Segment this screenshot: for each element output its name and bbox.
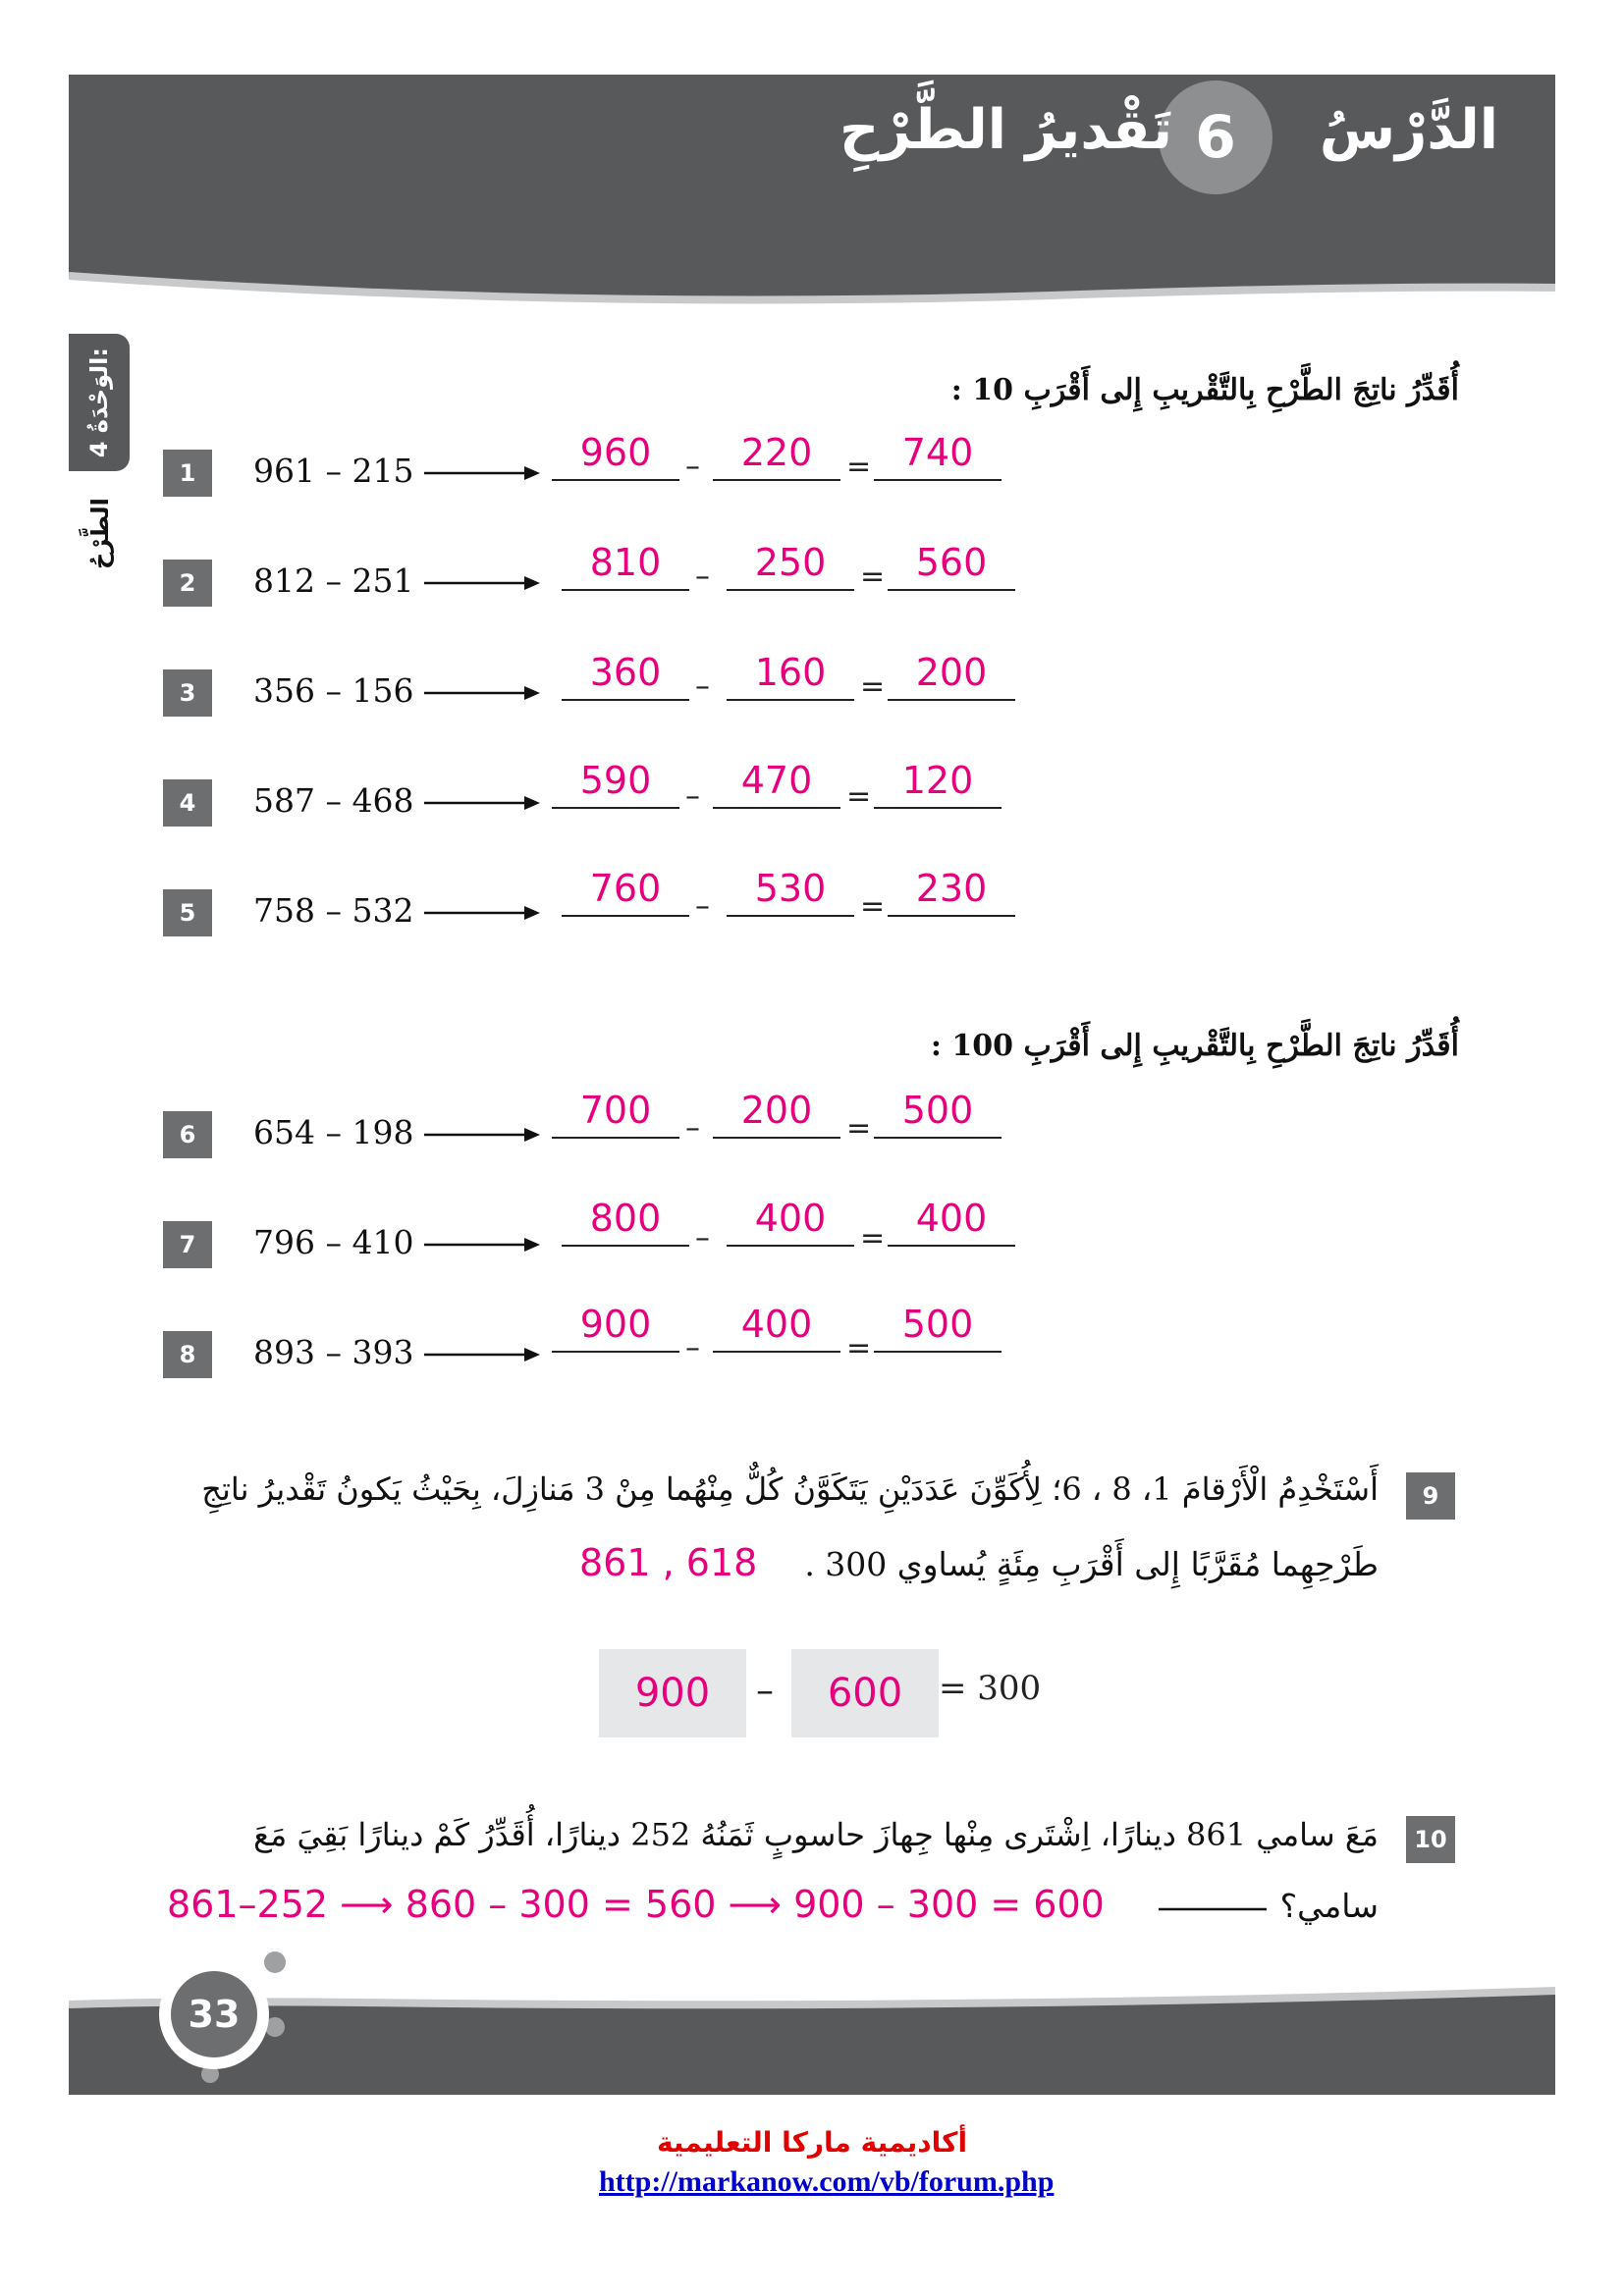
arrow-icon [424, 1123, 540, 1147]
question-number-2: 2 [163, 560, 212, 607]
question-number-10: 10 [1406, 1816, 1455, 1863]
minus-sign: – [685, 1111, 700, 1146]
unit-label: الوَحْدَةُ 4: [85, 347, 113, 458]
q9-answer-box-1: 900 [599, 1649, 746, 1737]
arrow-icon [424, 461, 540, 485]
answer-rounded-a-7: 800 [562, 1196, 689, 1247]
q9-minus-sign: – [756, 1671, 774, 1711]
expression-4: 587 – 468 [253, 781, 414, 820]
answer-result-3: 200 [888, 650, 1015, 701]
page-number: 33 [171, 1971, 257, 2057]
answer-rounded-a-5: 760 [562, 866, 689, 917]
equals-sign: = [846, 1111, 872, 1146]
answer-result-6: 500 [874, 1088, 1001, 1139]
unit-title: الطَّرْحُ [86, 498, 114, 569]
lesson-label: الدَّرْسُ [1319, 98, 1498, 162]
question-number-4: 4 [163, 779, 212, 827]
answer-result-7: 400 [888, 1196, 1015, 1247]
answer-rounded-b-4: 470 [713, 758, 840, 809]
arrow-icon [424, 1343, 540, 1366]
equals-sign: = [846, 450, 872, 484]
expression-7: 796 – 410 [253, 1223, 414, 1261]
answer-result-8: 500 [874, 1302, 1001, 1353]
answer-rounded-a-2: 810 [562, 540, 689, 591]
question-number-9: 9 [1406, 1472, 1455, 1520]
arrow-icon [424, 681, 540, 705]
equals-sign: = [860, 1221, 886, 1255]
q9-text-line1: أَسْتَخْدِمُ الْأَرْقامَ 1، 8 ، 6؛ لِأُكَوِّنَ عَدَدَيْنِ يَتَكَوَّنُ كُلٌّ مِنْهُما مِنْ 3 مَنازِلَ، بِحَيْثُ يَكونُ تَقْديرُ ناتِجِ [201, 1470, 1379, 1508]
answer-rounded-b-8: 400 [713, 1302, 840, 1353]
expression-1: 961 – 215 [253, 452, 414, 490]
expression-6: 654 – 198 [253, 1113, 414, 1151]
expression-8: 893 – 393 [253, 1333, 414, 1371]
question-number-5: 5 [163, 889, 212, 936]
question-number-3: 3 [163, 669, 212, 717]
academy-name: أكاديمية ماركا التعليمية [656, 2126, 968, 2159]
answer-rounded-b-1: 220 [713, 430, 840, 481]
minus-sign: – [685, 779, 700, 814]
arrow-icon [424, 791, 540, 815]
equals-sign: = [860, 669, 886, 704]
minus-sign: – [695, 1221, 710, 1255]
q10-text-line1: مَعَ سامي 861 دينارًا، اِشْتَرى مِنْها جِهازَ حاسوبٍ ثَمَنُهُ 252 دينارًا، أُقَدِّرُ كَمْ دينارًا بَقِيَ مَعَ [253, 1816, 1379, 1853]
arrow-icon [424, 901, 540, 925]
q9-answer-box-2: 600 [791, 1649, 939, 1737]
q10-answer-work: 861–252 ⟶ 860 – 300 = 560 ⟶ 900 – 300 = 600 [167, 1883, 1105, 1926]
section2-instruction: أُقَدِّرُ ناتِجَ الطَّرْحِ بِالتَّقْريبِ إِلى أَقْرَبِ 100 : [930, 1029, 1459, 1063]
q10-text-line2: سامي؟ [1279, 1887, 1379, 1925]
answer-line [1159, 1906, 1267, 1912]
answer-result-2: 560 [888, 540, 1015, 591]
expression-3: 356 – 156 [253, 671, 414, 710]
header-wave-decoration [69, 266, 1555, 316]
minus-sign: – [685, 450, 700, 484]
expression-5: 758 – 532 [253, 891, 414, 930]
answer-rounded-a-6: 700 [552, 1088, 679, 1139]
minus-sign: – [695, 889, 710, 924]
minus-sign: – [695, 669, 710, 704]
answer-rounded-b-5: 530 [727, 866, 854, 917]
question-number-6: 6 [163, 1111, 212, 1158]
section1-instruction: أُقَدِّرُ ناتِجَ الطَّرْحِ بِالتَّقْريبِ إِلى أَقْرَبِ 10 : [950, 373, 1459, 407]
expression-2: 812 – 251 [253, 561, 414, 600]
answer-rounded-a-3: 360 [562, 650, 689, 701]
minus-sign: – [695, 560, 710, 594]
equals-sign: = [846, 1331, 872, 1365]
question-number-8: 8 [163, 1331, 212, 1378]
q9-answer-numbers: 861 , 618 [579, 1541, 758, 1584]
unit-title-vertical [81, 481, 120, 569]
forum-link[interactable]: http://markanow.com/vb/forum.php [599, 2165, 1055, 2198]
equals-sign: = [860, 560, 886, 594]
lesson-number-badge: 6 [1159, 80, 1272, 194]
answer-rounded-a-1: 960 [552, 430, 679, 481]
answer-rounded-b-2: 250 [727, 540, 854, 591]
question-number-7: 7 [163, 1221, 212, 1268]
minus-sign: – [685, 1331, 700, 1365]
answer-result-5: 230 [888, 866, 1015, 917]
answer-rounded-b-7: 400 [727, 1196, 854, 1247]
q9-result: = 300 [939, 1669, 1042, 1708]
answer-result-1: 740 [874, 430, 1001, 481]
arrow-icon [424, 1233, 540, 1256]
lesson-title: تَقْديرُ الطَّرْحِ [839, 98, 1172, 162]
equals-sign: = [846, 779, 872, 814]
arrow-icon [424, 571, 540, 595]
q9-text-line2: طَرْحِهِما مُقَرَّبًا إِلى أَقْرَبِ مِئَةٍ يُساوي 300 . [804, 1545, 1379, 1583]
page-number-badge [159, 1959, 269, 2069]
question-number-1: 1 [163, 450, 212, 497]
unit-tab [69, 334, 130, 471]
answer-rounded-b-3: 160 [727, 650, 854, 701]
answer-rounded-a-8: 900 [552, 1302, 679, 1353]
equals-sign: = [860, 889, 886, 924]
answer-rounded-a-4: 590 [552, 758, 679, 809]
answer-rounded-b-6: 200 [713, 1088, 840, 1139]
answer-result-4: 120 [874, 758, 1001, 809]
